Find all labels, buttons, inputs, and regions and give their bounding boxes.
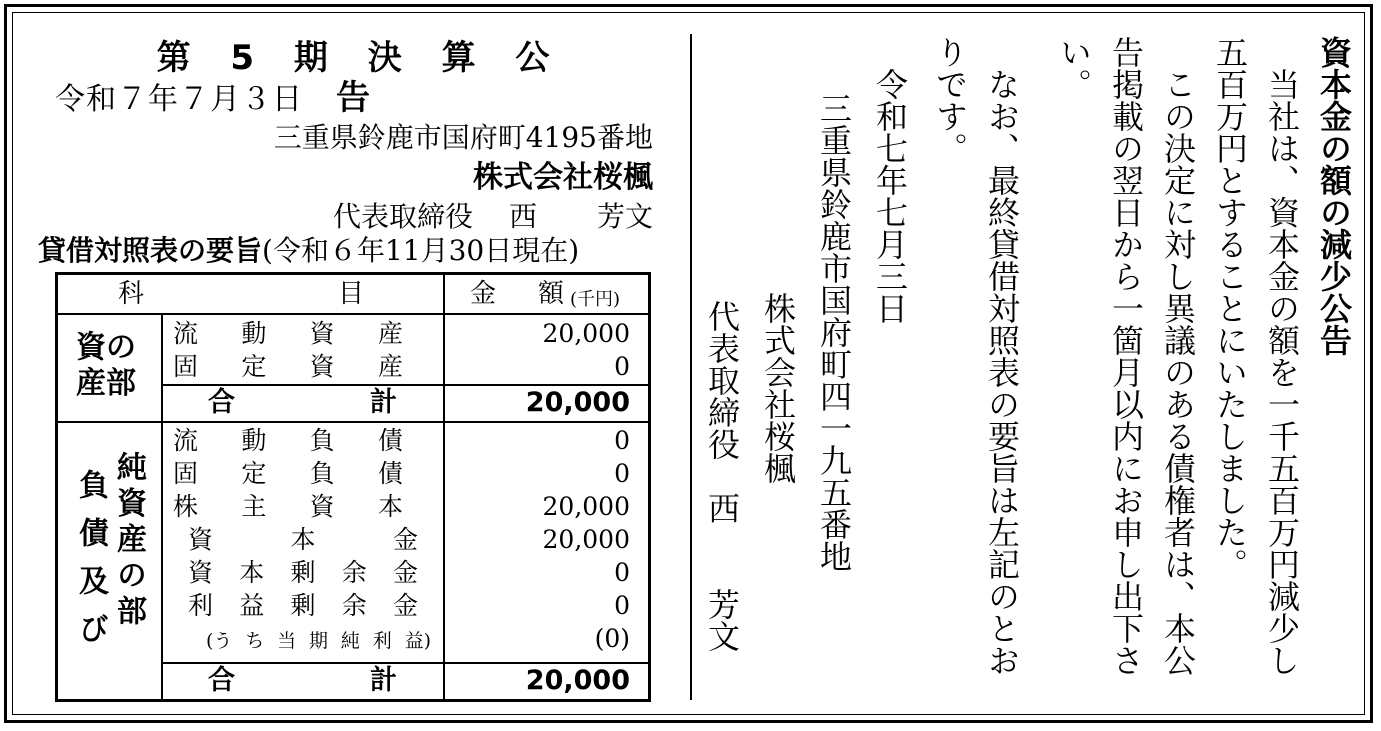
label-char: 益 — [239, 591, 265, 620]
header-subject-a: 科 — [118, 279, 145, 309]
capital-notice-date: 令和七年七月三日 — [871, 36, 909, 324]
label-char: 負 — [309, 426, 335, 455]
capital-notice-col-5: い。 — [1055, 36, 1093, 100]
liab-row-6-value: 0 — [614, 591, 630, 620]
liab-row-5-label — [188, 558, 418, 588]
balance-sheet-heading-date: (令和６年11月30日現在) — [262, 234, 580, 267]
label-char: 資 — [188, 558, 214, 587]
notice-title: 第 5 期 決 算 公 告 — [156, 38, 564, 118]
liab-row-7-label — [206, 626, 431, 656]
column-divider — [690, 34, 692, 700]
representative — [333, 200, 653, 234]
label-char: 本 — [377, 492, 403, 521]
label-char: 剰 — [290, 558, 316, 587]
label-char: 債 — [377, 426, 403, 455]
liab-row-5-value: 0 — [614, 558, 630, 587]
label-char: 定 — [241, 352, 267, 381]
liab-row-7-value: (0) — [594, 624, 630, 653]
label-char: 期 — [308, 630, 328, 652]
label-char: 定 — [241, 459, 267, 488]
label-char: 株 — [173, 492, 199, 521]
liab-row-2-label — [173, 459, 403, 489]
assets-row-1-label — [173, 319, 403, 349]
label-char: 資 — [309, 352, 335, 381]
liab-row-2-value: 0 — [614, 459, 630, 488]
label-char: 資 — [309, 319, 335, 348]
label-char: 流 — [173, 426, 199, 455]
label-char: 動 — [241, 319, 267, 348]
label-char: 主 — [241, 492, 267, 521]
label-char: 本 — [239, 558, 265, 587]
label-char: 負 — [309, 459, 335, 488]
assets-rule — [58, 421, 648, 423]
balance-sheet-heading-title: 貸借対照表の要旨 — [38, 234, 263, 267]
capital-notice-address: 三重県鈴鹿市国府町四一九五番地 — [815, 60, 853, 572]
assets-row-2-value: 0 — [614, 352, 630, 381]
label-char: ち — [245, 630, 265, 652]
liab-row-6-label — [188, 591, 418, 621]
label-char: 資 — [188, 525, 214, 554]
label-char: 固 — [173, 459, 199, 488]
header-rule — [58, 313, 648, 315]
assets-label-line2: 産部 — [76, 366, 136, 401]
amount-rule — [443, 275, 445, 699]
header-amount-a: 金 — [470, 279, 497, 309]
assets-row-1-value: 20,000 — [542, 319, 630, 348]
assets-total-value: 20,000 — [525, 387, 630, 418]
liab-row-3-value: 20,000 — [542, 492, 630, 521]
label-char: 利 — [372, 630, 392, 652]
label-char: 剰 — [290, 591, 316, 620]
label-char: 利 — [188, 591, 214, 620]
assets-total-label-b: 計 — [370, 387, 397, 418]
capital-notice-representative: 代表取締役 西 芳文 — [703, 268, 741, 652]
capital-notice-col-1: 当社は、資本金の額を一千五百万円減少し — [1263, 36, 1301, 676]
liab-label-col2: 純資産の部 — [111, 451, 146, 631]
balance-sheet-heading — [38, 234, 579, 268]
label-char: (う — [206, 630, 233, 652]
company-address: 三重県鈴鹿市国府町4195番地 — [273, 121, 653, 154]
label-char: 産 — [377, 319, 403, 348]
label-char: 資 — [309, 492, 335, 521]
label-char: 純 — [340, 630, 360, 652]
capital-notice-title: 資本金の額の減少公告 — [1315, 36, 1353, 356]
label-char: 余 — [341, 558, 367, 587]
liab-row-1-value: 0 — [614, 426, 630, 455]
liab-row-3-label — [173, 492, 403, 522]
liab-total-value: 20,000 — [525, 665, 630, 696]
label-char: 本 — [290, 525, 316, 554]
liab-total-label-b: 計 — [370, 665, 397, 696]
assets-label-line1: 資の — [76, 330, 136, 365]
category-rule — [161, 313, 163, 699]
capital-notice-company: 株式会社桜楓 — [759, 36, 797, 484]
liab-total-rule — [161, 662, 648, 664]
label-char: 産 — [377, 352, 403, 381]
header-amount-b: 額 — [538, 279, 565, 309]
label-char: 余 — [341, 591, 367, 620]
label-char: 固 — [173, 352, 199, 381]
label-char: 金 — [392, 558, 418, 587]
rep-given-name: 芳文 — [596, 200, 653, 233]
label-char: 債 — [377, 459, 403, 488]
balance-sheet-table — [55, 272, 651, 702]
capital-notice-col-2: 五百万円とすることにいたしました。 — [1211, 36, 1249, 580]
liab-row-4-value: 20,000 — [542, 525, 630, 554]
capital-notice-col-6: なお、最終貸借対照表の要旨は左記のとお — [983, 36, 1021, 676]
rep-title: 代表取締役 — [332, 200, 473, 233]
capital-notice-col-3: この決定に対し異議のある債権者は、本公 — [1159, 36, 1197, 676]
header-subject-b: 目 — [338, 279, 365, 309]
label-char: 動 — [241, 426, 267, 455]
liab-row-4-label — [188, 525, 418, 555]
liab-label-col1: 負債及び — [73, 469, 108, 661]
assets-total-label-a: 合 — [208, 387, 235, 418]
label-char: 当 — [277, 630, 297, 652]
liab-total-label-a: 合 — [208, 665, 235, 696]
company-name: 株式会社桜楓 — [473, 160, 653, 195]
capital-notice-col-4: 告掲載の翌日から一箇月以内にお申し出下さ — [1107, 36, 1145, 676]
header-unit: (千円) — [570, 289, 621, 310]
assets-total-rule — [161, 384, 648, 386]
notice-date: 令和７年７月３日 — [55, 82, 303, 117]
label-char: 益) — [404, 630, 431, 652]
label-char: 金 — [392, 525, 418, 554]
label-char: 流 — [173, 319, 199, 348]
liab-row-1-label — [173, 426, 403, 456]
label-char: 金 — [392, 591, 418, 620]
assets-row-2-label — [173, 352, 403, 382]
capital-notice-col-7: りです。 — [931, 36, 969, 164]
rep-surname: 西 — [508, 200, 537, 233]
